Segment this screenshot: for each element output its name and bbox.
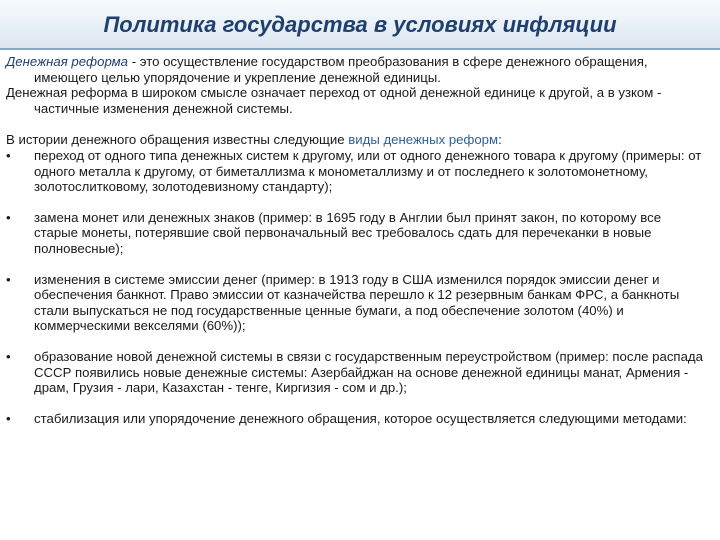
bullet-icon: • [6,147,11,163]
title-bar [0,0,720,50]
broad-meaning-paragraph: Денежная реформа в широком смысле означает переход от одной денежной единице к другой, а в узком - частичные изменения денежной системы. [6,85,662,116]
bullet-icon: • [6,410,11,426]
definition-term: Денежная реформа [6,54,129,69]
definition-paragraph [6,54,706,85]
list-item-text: стабилизация или упорядочение денежного обращения, которое осуществляется следующими методами: [34,410,687,426]
list-item-text: изменения в системе эмиссии денег (пример: в 1913 году в США изменился порядок эмиссии денег и обеспечения банкнот. Право эмиссии от казначейства перешло к 12 резервным банкам ФРС, а банкноты стали выпускаться не под государственные ценные бумаги, а под обеспечение золотом (40%) и коммерческими векселями (60%)); [34,271,680,334]
intro-paragraph [6,132,706,148]
bullet-icon: • [6,209,11,225]
list-item [6,210,706,257]
slide-content [6,54,706,426]
list-item [6,349,706,396]
list-item [6,272,706,334]
intro-after: : [498,132,502,148]
list-item [6,148,706,195]
list-item-text: замена монет или денежных знаков (пример: в 1695 году в Англии был принят закон, по которому все старые монеты, потерявшие свой первоначальный вес требовалось сдать для перечеканки в новые полновесные); [34,209,662,256]
intro-highlight: виды денежных реформ [348,132,499,148]
list-item [6,411,706,427]
slide-title: Политика государства в условиях инфляции [103,12,617,37]
definition-text: - это осуществление государством преобразования в сфере денежного обращения, имеющего целью упорядочение и укрепление денежной единицы. [34,54,648,85]
list-item-text: образование новой денежной системы в связи с государственным переустройством (пример: после распада СССР появились новые денежные системы: Азербайджан на основе денежной единицы манат, Армения - драм, Грузия - лари, Казахстан - тенге, Киргизия - сом и др.); [34,348,703,396]
intro-before: В истории денежного обращения известны следующие [6,132,349,148]
list-item-text: переход от одного типа денежных систем к другому, или от одного денежного товара к другому (примеры: от одного металла к другому, от биметаллизма к монометаллизму и от последнего к золотомонетному, золотослитковому, золотодевизному стандарту); [34,147,702,195]
bullet-icon: • [6,348,11,364]
bullet-icon: • [6,271,11,287]
